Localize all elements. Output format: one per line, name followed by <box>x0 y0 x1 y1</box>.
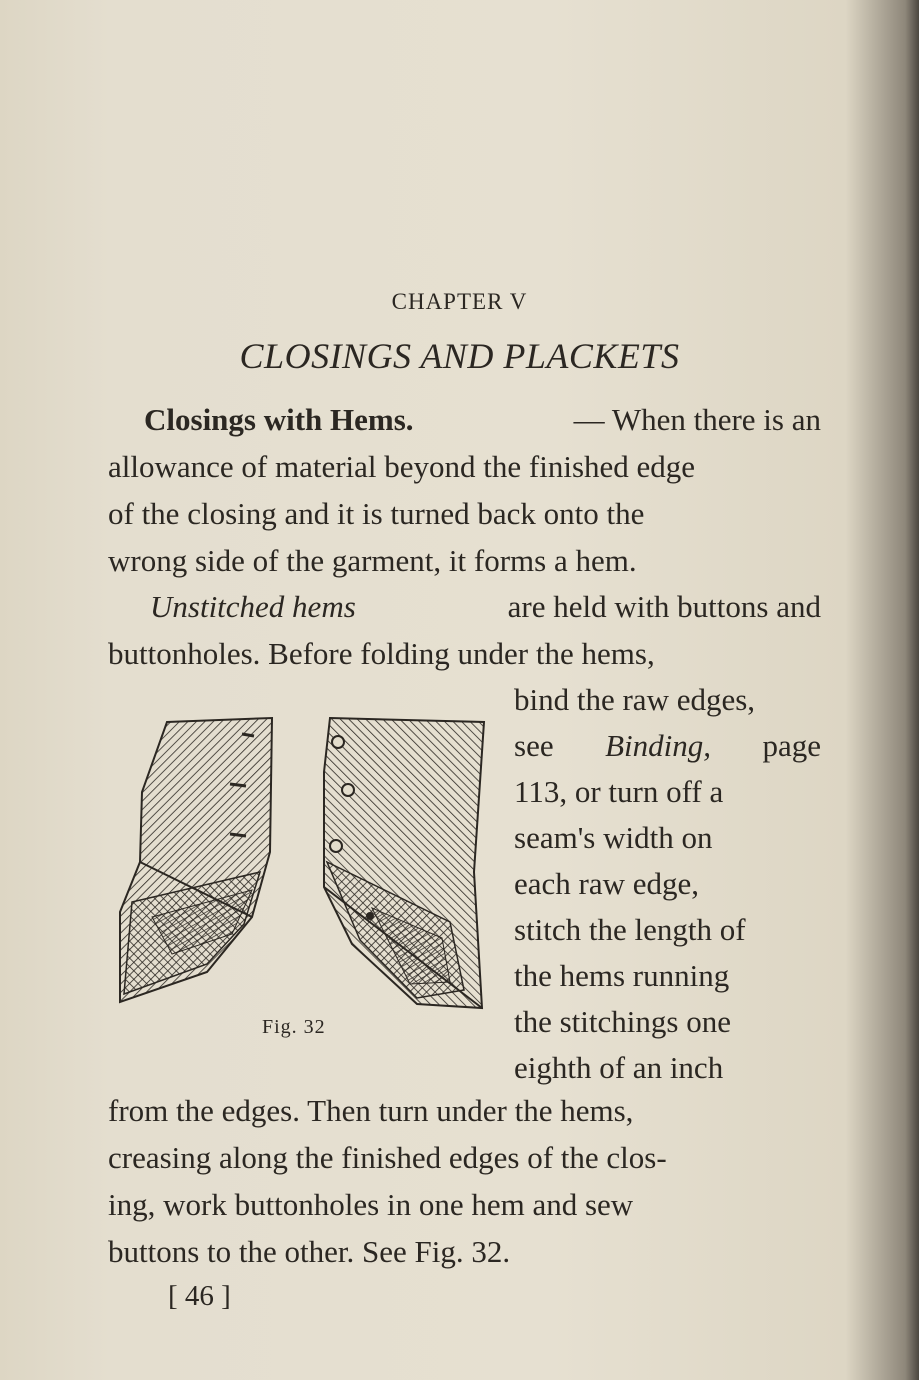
text-line: of the closing and it is turned back onto the <box>108 496 645 531</box>
text-line: bind the raw edges, <box>514 682 756 717</box>
text-line: stitch the length of <box>514 912 746 947</box>
hem-closing-figure <box>112 712 502 1012</box>
run-in-heading: Closings with Hems. <box>144 402 414 437</box>
italic-term: Unstitched hems <box>150 589 356 624</box>
text-line <box>150 591 821 622</box>
left-hem-drawing <box>120 718 272 1002</box>
text-line: from the edges. Then turn under the hems, <box>108 1093 634 1128</box>
text-line: ing, work buttonholes in one hem and sew <box>108 1187 634 1222</box>
text-fragment: page <box>762 728 821 763</box>
text-fragment: see <box>514 728 554 763</box>
text-line <box>514 730 821 761</box>
right-hem-drawing <box>324 718 484 1008</box>
text-line: each raw edge, <box>514 866 700 901</box>
chapter-heading: CHAPTER V <box>391 289 528 314</box>
text-line: 113, or turn off a <box>514 774 724 809</box>
text-line: allowance of material beyond the finished edge <box>108 449 696 484</box>
text-line: the hems running <box>514 958 730 993</box>
text-line: buttons to the other. See Fig. 32. <box>108 1234 511 1269</box>
text-line: buttonholes. Before folding under the hems, <box>108 636 655 671</box>
text-line: seam's width on <box>514 820 713 855</box>
text-line: eighth of an inch <box>514 1050 724 1085</box>
text-line: the stitchings one <box>514 1004 731 1039</box>
chapter-title: CLOSINGS AND PLACKETS <box>239 336 680 376</box>
italic-term: Binding, <box>605 728 711 763</box>
text-line: wrong side of the garment, it forms a hem. <box>108 543 637 578</box>
text-line <box>144 404 821 435</box>
text-line: creasing along the finished edges of the clos- <box>108 1140 667 1175</box>
page-number: [ 46 ] <box>168 1280 231 1312</box>
text-fragment: — When there is an <box>573 402 821 437</box>
text-fragment: are held with buttons and <box>507 589 821 624</box>
figure-caption: Fig. 32 <box>262 1016 326 1038</box>
